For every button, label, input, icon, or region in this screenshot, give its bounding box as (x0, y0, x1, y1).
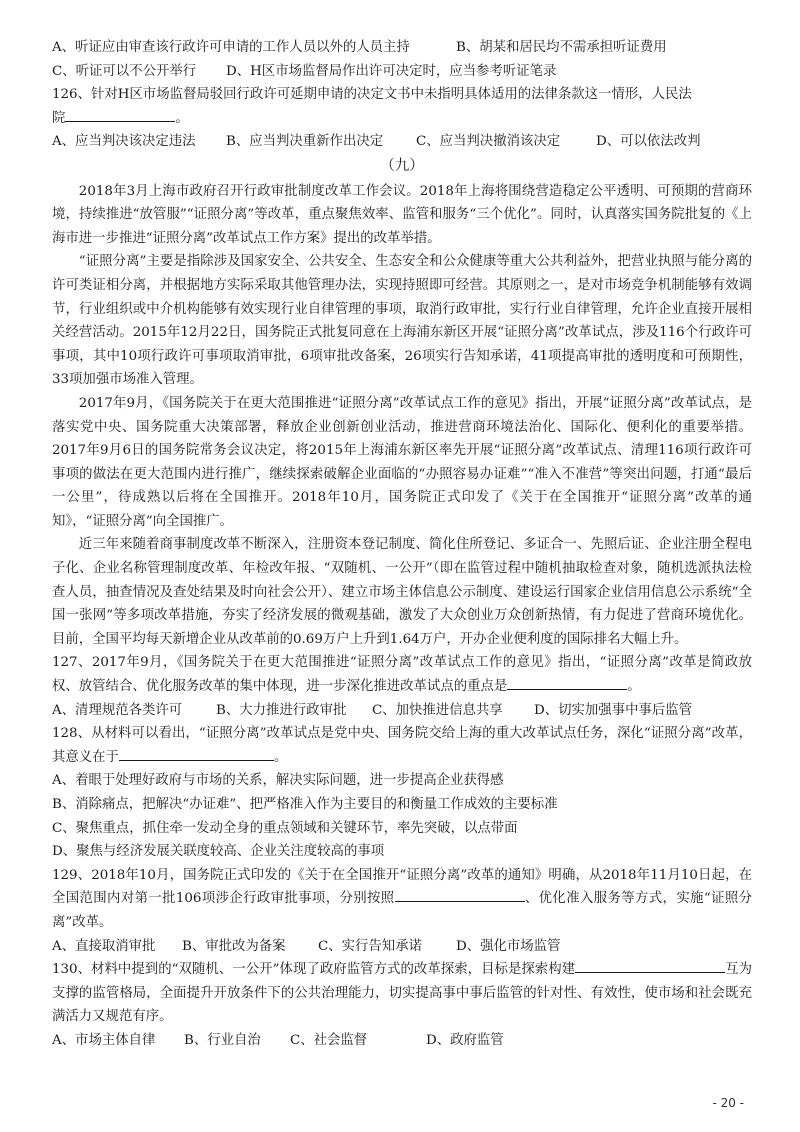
q130-option-a[interactable]: A、市场主体自律 (52, 1032, 156, 1048)
q125-options-row1 (52, 36, 752, 60)
material-paragraph-2: “证照分离”主要是指除涉及国家安全、公共安全、生态安全和公众健康等重大公共利益外，把营业执照与能分离的许可类证相分离，并根据地方实际采取其他管理办法，实现持照即可经营。其原则之一，是对市场竞争机制能够有效调节，行业组织或中介机构能够有效实现行业自律管理的事项，取消行政审批，实行行业自律管理，允许企业直接开展相关经营活动。2015年12月22日，国务院正式批复同意在上海浦东新区开展“证照分离”改革试点，涉及116个行政许可事项，其中10项行政许可事项取消审批，6项审批改备案，26项实行告知承诺，41项提高审批的透明度和可预期性，33项加强市场准入管理。 (52, 254, 752, 388)
q130-option-c[interactable]: C、社会监督 (290, 1032, 368, 1048)
q129-option-c[interactable]: C、实行告知承诺 (318, 938, 422, 954)
q127-stem-end: 。 (627, 679, 641, 695)
q128-stem-end: 。 (273, 749, 288, 765)
q127-options (52, 699, 752, 723)
q129-option-d[interactable]: D、强化市场监管 (456, 938, 561, 954)
q128-option-a[interactable]: A、着眼于处理好政府与市场的关系，解决实际问题，进一步提高企业获得感 (52, 773, 504, 789)
q127-answer-blank[interactable] (507, 675, 627, 690)
q128-answer-blank[interactable] (119, 746, 274, 761)
q125-option-d[interactable]: D、H区市场监督局作出许可决定时，应当参考听证笔录 (226, 63, 557, 79)
q125-option-b[interactable]: B、胡某和居民均不需承担听证费用 (456, 40, 667, 55)
document-page (52, 36, 752, 1053)
q126-stem-line1: 126、针对H区市场监督局驳回行政许可延期申请的决定文书中未指明具体适用的法律条款这一情形，人民法 (52, 87, 692, 103)
q127-stem-text: 127、2017年9月，《国务院关于在更大范围推进“证照分离”改革试点工作的意见》指出，“证照分离”改革是简政放权、放管结合、优化服务改革的集中体现，进一步深化推进改革试点的重点是 (52, 655, 752, 695)
q130-option-b[interactable]: B、行业自治 (184, 1032, 261, 1048)
q130-stem-part1: 130、材料中提到的“双随机、一公开”体现了政府监管方式的改革探索，目标是探索构建 (52, 962, 576, 978)
q129-options (52, 935, 752, 959)
q126-option-c[interactable]: C、应当判决撤消该决定 (416, 134, 561, 150)
q129-option-b[interactable]: B、审批改为备案 (182, 938, 286, 954)
material-paragraph-3: 2017年9月，《国务院关于在更大范围推进“证照分离”改革试点工作的意见》指出，开展“证照分离”改革试点，是落实党中央、国务院重大决策部署，释放企业创新创业活动，推进营商环境法治化、国际化、便利化的重要举措。2017年9月6日的国务院常务会议决定，将2015年上海浦东新区率先开展“证照分离”改革试点、清理116项行政许可事项的做法在更大范围内进行推广，继续探索破解企业面临的“办照容易办证难”“准入不准营”等突出问题，打通“最后一公里”，待成熟以后将在全国推开。2018年10月，国务院正式印发了《关于在全国推开“证照分离”改革的通知》，“证照分离”向全国推广。 (52, 395, 752, 529)
q126-answer-blank[interactable] (65, 107, 175, 122)
material-paragraph-1: 2018年3月上海市政府召开行政审批制度改革工作会议。2018年上海将围绕营造稳定公平透明、可预期的营商环境，持续推进“放管服”“证照分离”等改革，重点聚焦效率、监管和服务“三个优化”。同时，认真落实国务院批复的《上海市进一步推进“证照分离”改革试点工作方案》提出的改革举措。 (52, 183, 752, 246)
q129-option-a[interactable]: A、直接取消审批 (52, 938, 156, 954)
q128-option-d[interactable]: D、聚焦与经济发展关联度较高、企业关注度较高的事项 (52, 844, 385, 860)
q130-options (52, 1029, 752, 1053)
q127-option-c[interactable]: C、加快推进信息共享 (372, 702, 503, 718)
page-number: - 20 - (712, 1096, 744, 1110)
q125-options-row2 (52, 60, 752, 84)
q129-stem (52, 864, 752, 935)
q130-option-d[interactable]: D、政府监管 (426, 1032, 504, 1048)
q126-option-b[interactable]: B、应当判决重新作出决定 (226, 134, 384, 150)
q126-option-a[interactable]: A、应当判决该决定违法 (52, 134, 196, 150)
q130-stem (52, 958, 752, 1029)
q125-option-c[interactable]: C、听证可以不公开举行 (52, 63, 197, 79)
q130-answer-blank[interactable] (575, 958, 725, 973)
q130-stem-part2: 互为支撑的监管格局，全面提升开放条件下的公共治理能力，切实提高事中事后监管的针对性、有效性，使市场和社会既充满活力又规范有序。 (52, 962, 752, 1025)
q129-stem-part1: 129、2018年10月，国务院正式印发的《关于在全国推开“证照分离”改革的通知》明确，从2018年11月10日起，在全国范围内对第一批106项涉企行政审批事项，分别按照 (52, 867, 752, 907)
section-title: （九） (380, 157, 424, 174)
q128-option-c[interactable]: C、聚焦重点，抓住牵一发动全身的重点领域和关键环节，率先突破，以点带面 (52, 820, 518, 836)
q127-option-d[interactable]: D、切实加强事中事后监管 (534, 702, 693, 718)
q128-stem-text: 128、从材料可以看出，“证照分离”改革试点是党中央、国务院交给上海的重大改革试点任务，深化“证照分离”改革，其意义在于 (52, 726, 752, 765)
q128-stem (52, 722, 752, 769)
q125-option-a[interactable]: A、听证应由审查该行政许可申请的工作人员以外的人员主持 (52, 40, 410, 55)
q129-stem-part2: 、优化准入服务等方式，实施“证照分离”改革。 (52, 891, 752, 930)
q127-option-b[interactable]: B、大力推进行政审批 (216, 702, 347, 718)
q129-answer-blank[interactable] (395, 887, 525, 902)
q126-stem-line2 (52, 107, 752, 131)
q126-options (52, 130, 752, 154)
q126-stem-end: 。 (175, 110, 189, 126)
q127-option-a[interactable]: A、清理规范各类许可 (52, 702, 183, 718)
q126-option-d[interactable]: D、可以依法改判 (596, 134, 701, 150)
q126-stem-part2: 院 (52, 110, 66, 126)
q127-stem (52, 651, 752, 698)
q128-option-b[interactable]: B、消除痛点，把解决“办证难”、把严格准入作为主要目的和衡量工作成效的主要标准 (52, 797, 558, 812)
material-paragraph-4: 近三年来随着商事制度改革不断深入，注册资本登记制度、简化住所登记、多证合一、先照后证、企业注册全程电子化、企业名称管理制度改革、年检改年报、“双随机、一公开”（即在监管过程中随机抽取检查对象，随机选派执法检查人员，抽查情况及查处结果及时向社会公开）、建立市场主体信息公示制度、建设运行国家企业信用信息公示系统“全国一张网”等多项改革措施，夯实了经济发展的微观基础，激发了大众创业万众创新热情，有力促进了营商环境优化。目前，全国平均每天新增企业从改革前的0.69万户上升到1.64万户，开办企业便利度的国际排名大幅上升。 (52, 537, 752, 647)
